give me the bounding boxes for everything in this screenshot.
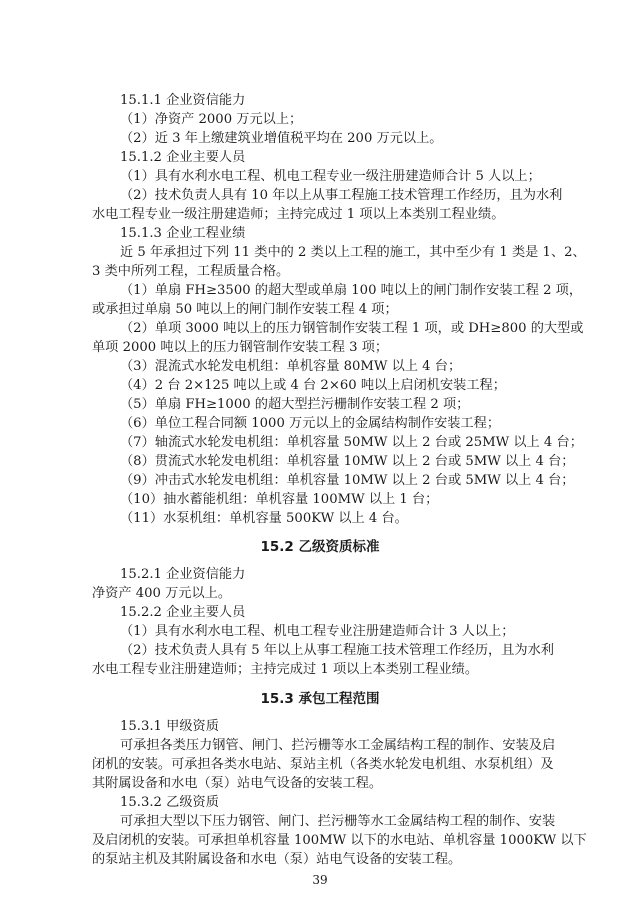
paragraph-line: 其附属设备和水电（泵）站电气设备的安装工程。	[92, 776, 383, 791]
section-title-15-2: 15.2 乙级资质标准	[260, 539, 380, 555]
paragraph-line: 可承担大型以下压力钢管、闸门、拦污栅等水工金属结构工程的制作、安装	[120, 814, 556, 829]
paragraph-line: 3 类中所列工程，工程质量合格。	[92, 264, 290, 279]
subheading-15-1-3: 15.1.3 企业工程业绩	[120, 226, 246, 241]
list-item: （11）水泵机组：单机容量 500KW 以上 4 台。	[120, 511, 408, 526]
list-item: （10）抽水蓄能机组：单机容量 100MW 以上 1 台；	[120, 492, 439, 507]
paragraph-line: 水电工程专业一级注册建造师；主持完成过 1 项以上本类别工程业绩。	[92, 207, 505, 222]
list-item-cont: 或承担过单扇 50 吨以上的闸门制作安装工程 4 项；	[92, 302, 398, 317]
page-number: 39	[312, 873, 328, 887]
list-item-cont: 单项 2000 吨以上的压力钢管制作安装工程 3 项；	[92, 340, 389, 355]
list-item: （5）单扇 FH≥1000 的超大型拦污栅制作安装工程 2 项；	[120, 397, 470, 412]
list-item: （1）单扇 FH≥3500 的超大型或单扇 100 吨以上的闸门制作安装工程 2 项，	[120, 283, 583, 298]
list-item: （9）冲击式水轮发电机组：单机容量 10MW 以上 2 台或 5MW 以上 4 台；	[120, 473, 575, 488]
paragraph-line: （1）净资产 2000 万元以上；	[120, 112, 303, 127]
list-item: （8）贯流式水轮发电机组：单机容量 10MW 以上 2 台或 5MW 以上 4 台；	[120, 454, 575, 469]
subheading-15-2-1: 15.2.1 企业资信能力	[120, 567, 246, 582]
paragraph-line: 及启闭机的安装。可承担单机容量 100MW 以下的水电站、单机容量 1000KW 以下	[92, 833, 587, 848]
paragraph-line: 净资产 400 万元以上。	[92, 586, 232, 601]
list-item: （2）单项 3000 吨以上的压力钢管制作安装工程 1 项，或 DH≥800 的大型或	[120, 321, 584, 336]
paragraph-line: 的泵站主机及其附属设备和水电（泵）站电气设备的安装工程。	[92, 852, 462, 867]
subheading-15-3-1: 15.3.1 甲级资质	[120, 719, 219, 734]
paragraph-line: （1）具有水利水电工程、机电工程专业一级注册建造师合计 5 人以上；	[120, 169, 541, 184]
list-item: （3）混流式水轮发电机组：单机容量 80MW 以上 4 台；	[120, 359, 462, 374]
list-item: （6）单位工程合同额 1000 万元以上的金属结构制作安装工程；	[120, 416, 501, 431]
subheading-15-3-2: 15.3.2 乙级资质	[120, 795, 219, 810]
paragraph-line: 近 5 年承担过下列 11 类中的 2 类以上工程的施工，其中至少有 1 类是 1、2、	[120, 245, 586, 260]
paragraph-line: （2）近 3 年上缴建筑业增值税平均在 200 万元以上。	[120, 131, 443, 146]
subheading-15-1-1: 15.1.1 企业资信能力	[120, 93, 246, 108]
section-title-15-3: 15.3 承包工程范围	[260, 691, 380, 707]
subheading-15-2-2: 15.2.2 企业主要人员	[120, 605, 246, 620]
paragraph-line: （1）具有水利水电工程、机电工程专业注册建造师合计 3 人以上；	[120, 624, 515, 639]
list-item: （4）2 台 2×125 吨以上或 4 台 2×60 吨以上启闭机安装工程；	[120, 378, 506, 393]
paragraph-line: 闭机的安装。可承担各类水电站、泵站主机（各类水轮发电机组、水泵机组）及	[92, 757, 554, 772]
paragraph-line: 可承担各类压力钢管、闸门、拦污栅等水工金属结构工程的制作、安装及启	[120, 738, 556, 753]
subheading-15-1-2: 15.1.2 企业主要人员	[120, 150, 246, 165]
paragraph-line: 水电工程专业注册建造师；主持完成过 1 项以上本类别工程业绩。	[92, 662, 479, 677]
paragraph-line: （2）技术负责人具有 5 年以上从事工程施工技术管理工作经历，且为水利	[120, 643, 554, 658]
list-item: （7）轴流式水轮发电机组：单机容量 50MW 以上 2 台或 25MW 以上 4 台；	[120, 435, 583, 450]
paragraph-line: （2）技术负责人具有 10 年以上从事工程施工技术管理工作经历，且为水利	[120, 188, 563, 203]
